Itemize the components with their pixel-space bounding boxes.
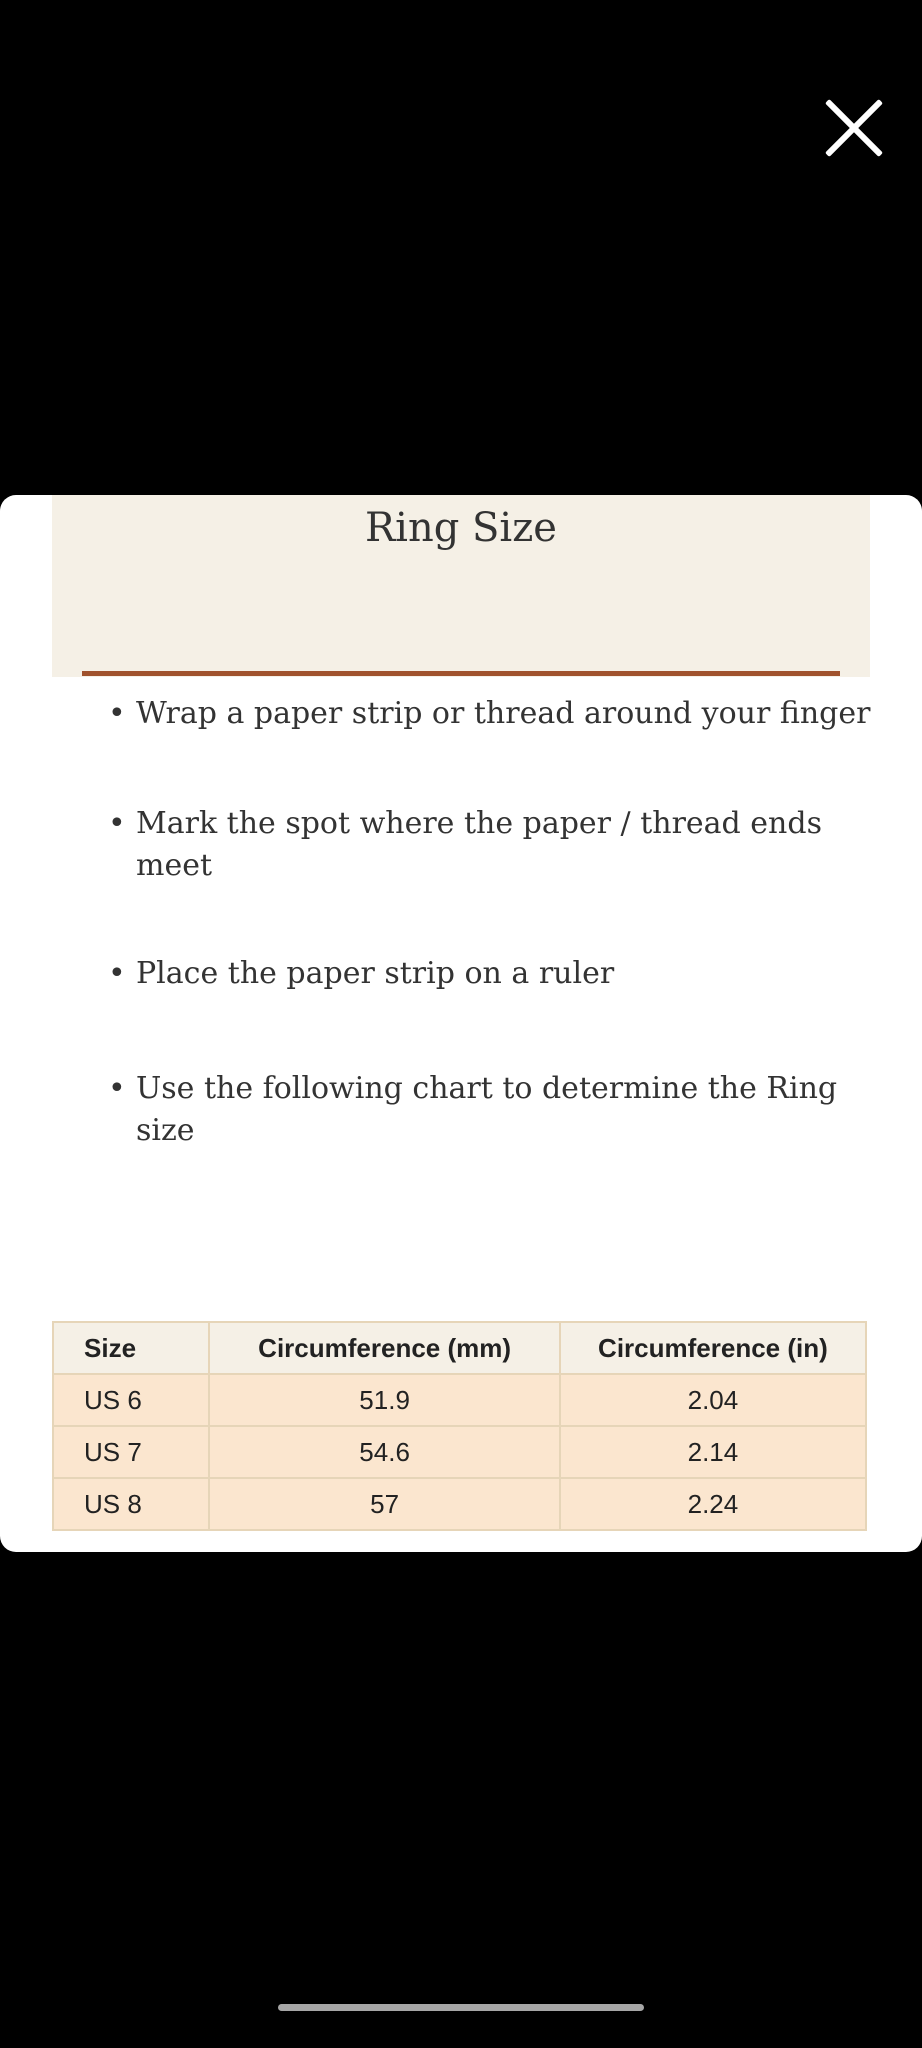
- circumference-in-cell: 2.04: [560, 1374, 866, 1426]
- circumference-in-cell: 2.14: [560, 1426, 866, 1478]
- ring-size-card: [0, 495, 922, 1552]
- table-row: [53, 1478, 866, 1530]
- page-title: Ring Size: [365, 505, 557, 551]
- title-divider: [82, 671, 840, 676]
- table-row: [53, 1374, 866, 1426]
- column-header-circumference-mm: Circumference (mm): [209, 1322, 559, 1374]
- circumference-mm-cell: 54.6: [209, 1426, 559, 1478]
- home-indicator[interactable]: [278, 2004, 644, 2011]
- circumference-mm-cell: 51.9: [209, 1374, 559, 1426]
- column-header-circumference-in: Circumference (in): [560, 1322, 866, 1374]
- table-row: [53, 1426, 866, 1478]
- instruction-text: Use the following chart to determine the Ring size: [136, 1071, 838, 1148]
- table-header-row: [53, 1322, 866, 1374]
- size-cell: US 6: [53, 1374, 209, 1426]
- instruction-text: Mark the spot where the paper / thread ends meet: [136, 806, 822, 883]
- bullet-icon: •: [108, 1071, 126, 1106]
- size-cell: US 8: [53, 1478, 209, 1530]
- ring-size-table: [52, 1321, 867, 1531]
- close-icon[interactable]: [822, 96, 886, 160]
- bullet-icon: •: [108, 956, 126, 991]
- bullet-icon: •: [108, 806, 126, 841]
- column-header-size: Size: [53, 1322, 209, 1374]
- circumference-in-cell: 2.24: [560, 1478, 866, 1530]
- circumference-mm-cell: 57: [209, 1478, 559, 1530]
- instruction-text: Wrap a paper strip or thread around your finger: [136, 696, 871, 731]
- title-band: [52, 495, 870, 677]
- instruction-text: Place the paper strip on a ruler: [136, 956, 615, 991]
- bullet-icon: •: [108, 696, 126, 731]
- size-cell: US 7: [53, 1426, 209, 1478]
